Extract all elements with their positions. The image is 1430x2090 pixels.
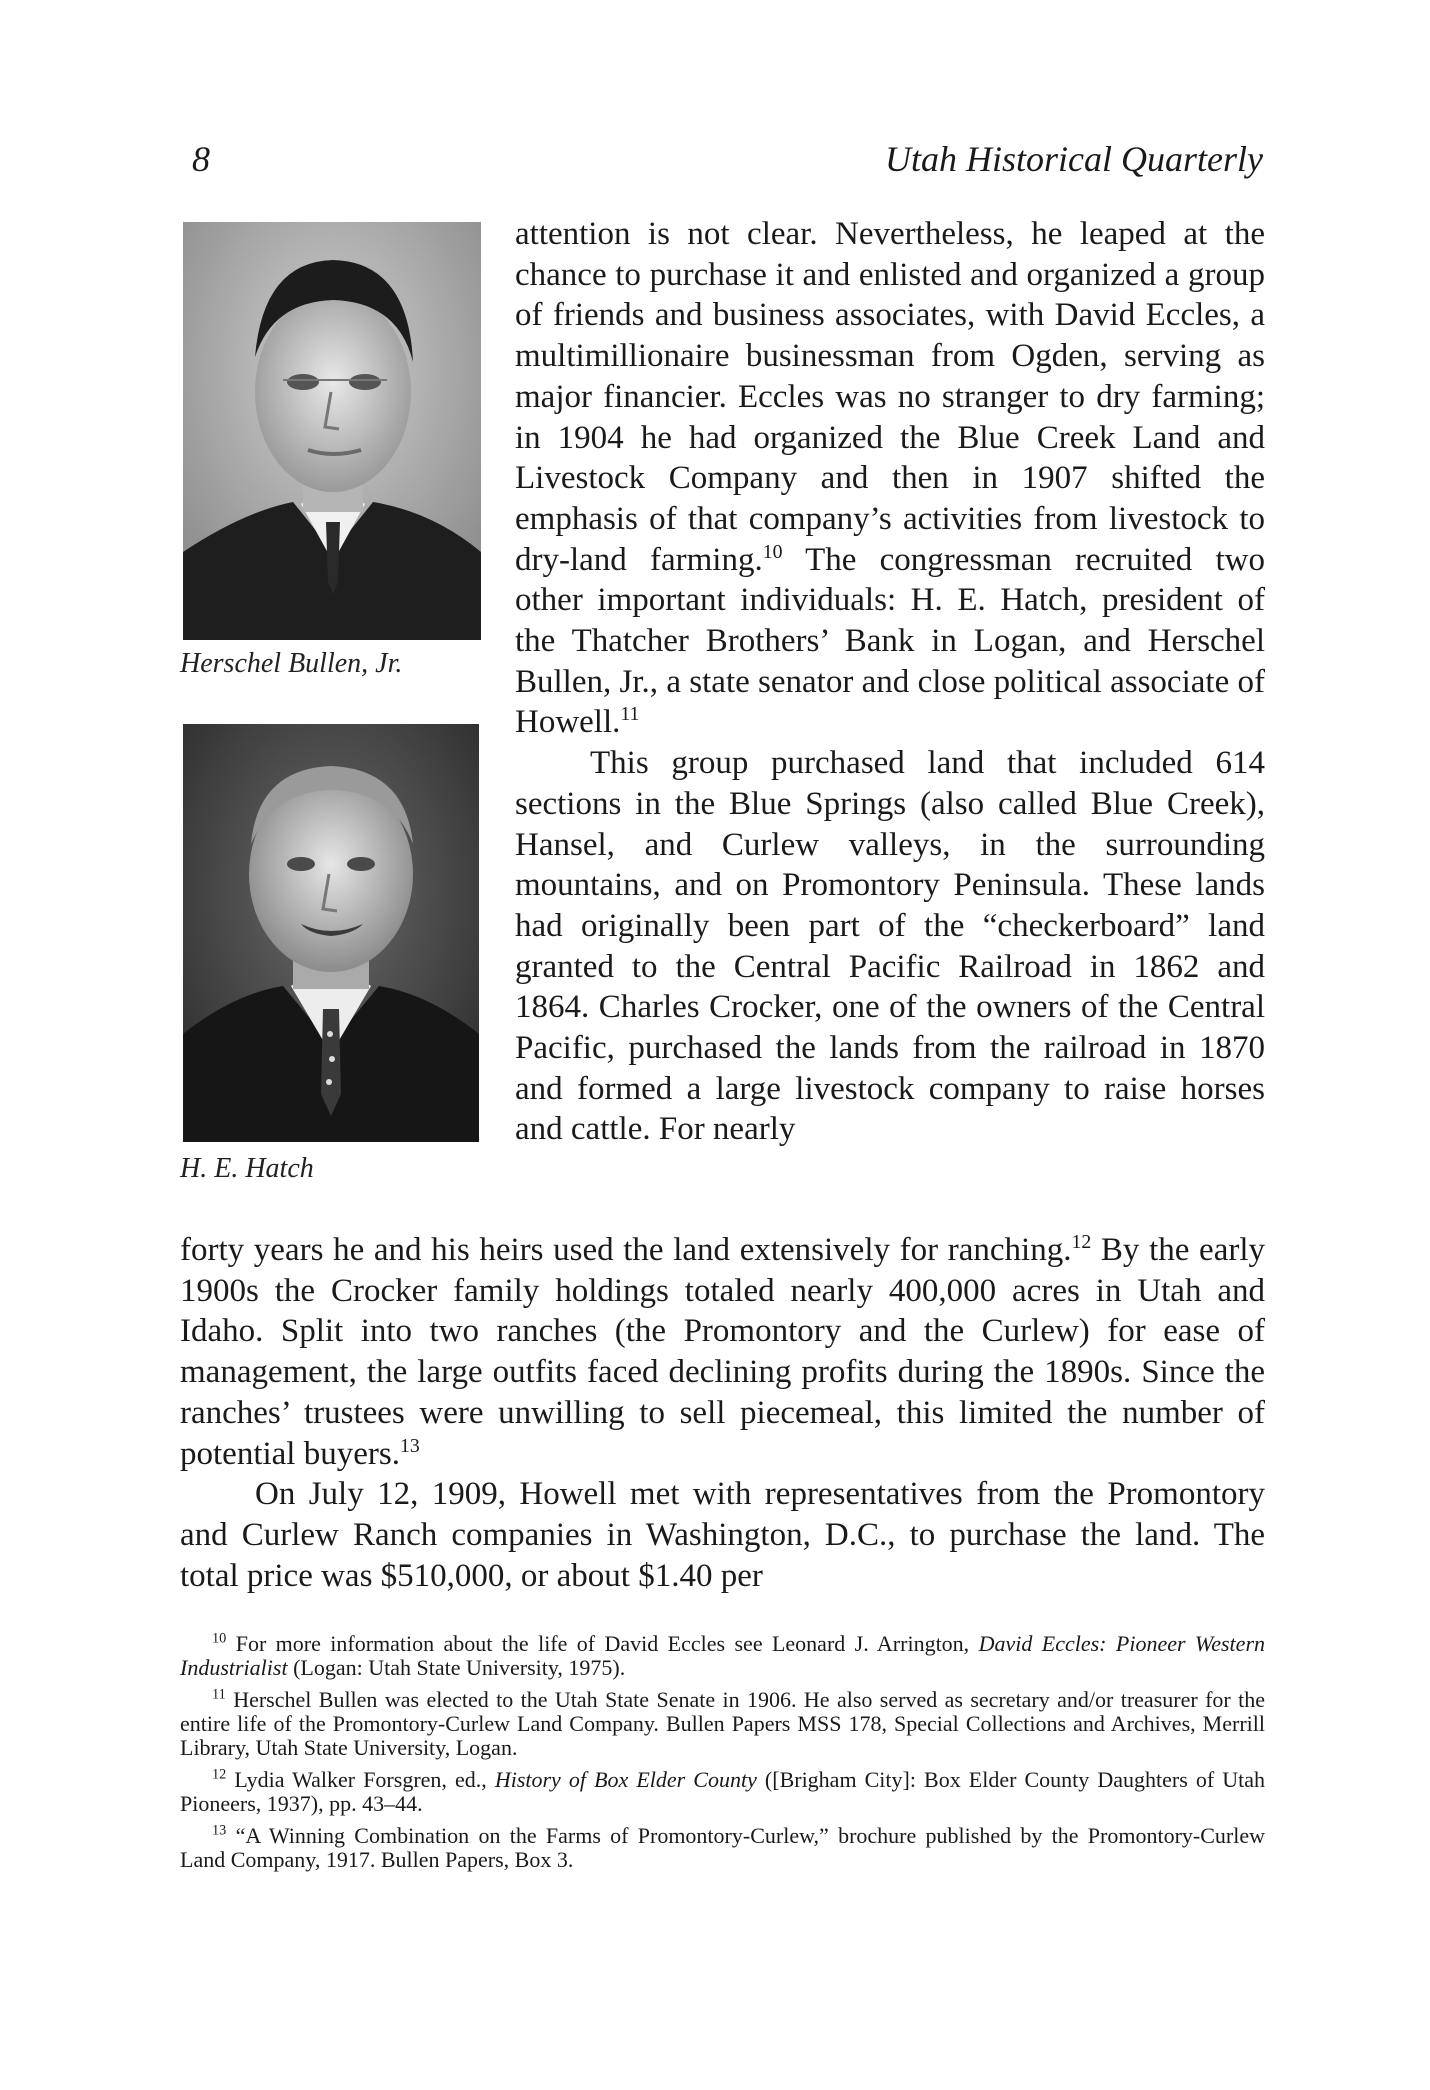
body-text-column [515, 214, 1265, 1150]
text-run: Herschel Bullen was elected to the Utah State Senate in 1906. He also served as secretary and/or treasurer for the entire life of the Promontory-Curlew Land Company. Bullen Papers MSS 178, Special Collections and Archives, Merrill Library, Utah State University, Logan. [180, 1687, 1265, 1760]
portrait-image [183, 222, 481, 640]
italic-title: David Eccles: Pioneer Western Industrialist [180, 1631, 1266, 1680]
photo-caption: Herschel Bullen, Jr. [180, 648, 403, 679]
body-paragraph [515, 743, 1265, 1150]
text-run: For more information about the life of David Eccles see Leonard J. Arrington, [235, 1631, 979, 1656]
text-run: “A Winning Combination on the Farms of Promontory-Curlew,” brochure published by the Promontory-Curlew Land Company, 1917. Bullen Papers, Box 3. [180, 1823, 1266, 1872]
body-paragraph [180, 1230, 1265, 1474]
footnote-reference: 13 [399, 1434, 420, 1457]
footnote-12 [180, 1768, 1265, 1816]
text-run: forty years he and his heirs used the land extensively for ranching. [180, 1232, 1072, 1268]
footnote-number: 12 [212, 1766, 227, 1783]
portrait-photo-herschel-bullen [183, 222, 481, 640]
footnote-13 [180, 1824, 1265, 1872]
footnote-number: 10 [212, 1630, 227, 1647]
text-run: On July 12, 1909, Howell met with representatives from the Promontory and Curlew Ranch companies in Washington, D.C., to purchase the land. The total price was $510,000, or about $1.40 per [180, 1476, 1265, 1594]
footnote-reference: 10 [762, 540, 783, 563]
body-paragraph [180, 1474, 1265, 1596]
text-run: ([Brigham City]: Box Elder County Daughters of Utah Pioneers, 1937), pp. 43–44. [180, 1767, 1265, 1816]
footnote-reference: 11 [620, 703, 640, 726]
body-text-full-width [180, 1230, 1265, 1596]
footnote-reference: 12 [1071, 1231, 1092, 1253]
italic-title: History of Box Elder County [494, 1767, 757, 1792]
footnote-11 [180, 1688, 1265, 1760]
footnote-number: 13 [212, 1822, 227, 1839]
portrait-image [183, 724, 479, 1142]
text-run: By the early 1900s the Crocker family holdings totaled nearly 400,000 acres in Utah and Idaho. Split into two ranches (the Promontory and the Curlew) for ease of management, the large outfits faced declining profits during the 1890s. Since the ranches’ trustees were unwilling to sell piecemeal, this limited the number of potential buyers. [180, 1232, 1265, 1472]
text-run: (Logan: Utah State University, 1975). [287, 1655, 626, 1680]
photo-caption: H. E. Hatch [180, 1153, 314, 1184]
footnotes [180, 1632, 1265, 1880]
text-run: The congressman recruited two other important individuals: H. E. Hatch, president of the Thatcher Brothers’ Bank in Logan, and Herschel Bullen, Jr., a state senator and close political associate of Howell. [515, 541, 1265, 741]
text-run: attention is not clear. Nevertheless, he leaped at the chance to purchase it and enlisted and organized a group of friends and business associates, with David Eccles, a multimillionaire businessman from Ogden, serving as major financier. Eccles was no stranger to dry farming; in 1904 he had organized the Blue Creek Land and Livestock Company and then in 1907 shifted the emphasis of that company’s activities from livestock to dry-land farming. [515, 216, 1265, 578]
text-run: Lydia Walker Forsgren, ed., [234, 1767, 495, 1792]
footnote-number: 11 [212, 1686, 226, 1703]
body-paragraph [515, 214, 1265, 743]
portrait-photo-h-e-hatch [183, 724, 479, 1142]
page-number: 8 [192, 139, 210, 179]
footnote-10 [180, 1632, 1265, 1680]
page-header [180, 138, 1263, 188]
text-run: This group purchased land that included 614 sections in the Blue Springs (also called Blue Creek), Hansel, and Curlew valleys, in the surrounding mountains, and on Promontory Peninsula. These lands had originally been part of the “checkerboard” land granted to the Central Pacific Railroad in 1862 and 1864. Charles Crocker, one of the owners of the Central Pacific, purchased the lands from the railroad in 1870 and formed a large livestock company to raise horses and cattle. For nearly [515, 745, 1265, 1148]
running-head: Utah Historical Quarterly [885, 139, 1263, 179]
